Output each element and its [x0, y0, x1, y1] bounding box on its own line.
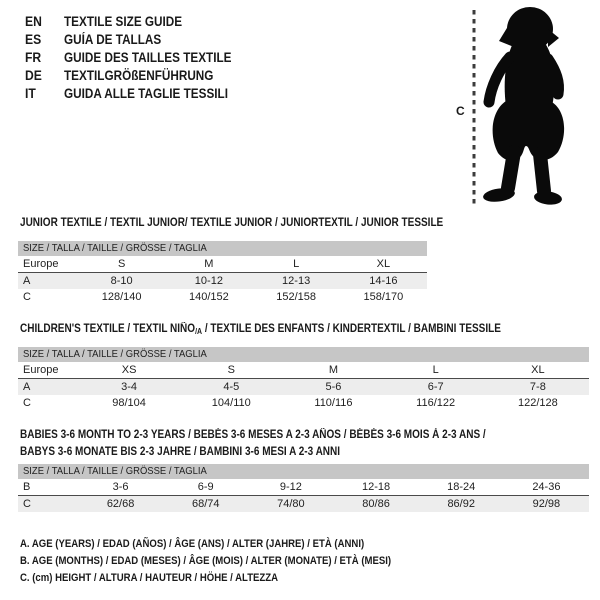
children-table-title-text [20, 321, 501, 340]
size-cell: XS [78, 362, 180, 379]
junior-table-title-text: JUNIOR TEXTILE / TEXTIL JUNIOR/ TEXTILE JUNIOR / JUNIORTEXTIL / JUNIOR TESSILE [20, 217, 444, 229]
baby-ear-right [548, 29, 559, 47]
size-header-text: SIZE / TALLA / TAILLE / GRÖSSE / TAGLIA [23, 242, 207, 254]
height-cell: 152/158 [276, 291, 316, 303]
title-part-subscript: /A [195, 327, 203, 336]
age-cell: 4-5 [180, 379, 282, 396]
row-label: A [18, 273, 78, 290]
language-row-fr [25, 49, 256, 67]
age-cell: 3-4 [78, 379, 180, 396]
table-row-europe [18, 256, 427, 273]
language-title: GUÍA DE TALLAS [63, 32, 161, 47]
age-cell: 10-12 [165, 273, 252, 290]
row-label: A [18, 379, 78, 396]
baby-shorts [493, 101, 565, 161]
language-row-es [25, 31, 256, 49]
months-cell: 18-24 [419, 479, 504, 496]
height-cell: 80/86 [333, 496, 418, 513]
legend-note-text: B. AGE (MONTHS) / EDAD (MESES) / ÂGE (MOIS) / ALTER (MONATE) / ETÀ (MESI) [20, 555, 392, 567]
table-row-months [18, 479, 589, 496]
language-code: FR [25, 50, 42, 65]
language-code: ES [25, 32, 42, 47]
legend-note-text: C. (cm) HEIGHT / ALTURA / HAUTEUR / HÖHE / ALTEZZA [20, 572, 279, 584]
language-code: EN [25, 14, 42, 29]
language-row-en [25, 13, 256, 31]
age-cell: 12-13 [253, 273, 340, 290]
size-header-bar [18, 464, 589, 479]
months-cell: 12-18 [333, 479, 418, 496]
children-size-grid [18, 362, 589, 411]
title-part: / TEXTILE DES ENFANTS / KINDERTEXTIL / BAMBINI TESSILE [202, 323, 501, 335]
children-table-title [20, 321, 573, 340]
table-row-age [18, 379, 589, 396]
baby-leg-left [508, 152, 514, 188]
months-cell: 24-36 [504, 479, 589, 496]
height-measure-dashed-line [470, 8, 478, 208]
junior-table-title [20, 215, 506, 232]
table-row-height [18, 289, 427, 305]
legend-notes [20, 536, 447, 587]
legend-note-a [20, 536, 447, 553]
age-cell: 6-7 [385, 379, 487, 396]
junior-size-table [18, 241, 427, 305]
language-title: GUIDE DES TAILLES TEXTILE [63, 50, 232, 65]
age-cell: 7-8 [487, 379, 589, 396]
row-label: Europe [18, 256, 78, 273]
height-cell: 74/80 [248, 496, 333, 513]
babies-table-title [20, 427, 555, 461]
babies-size-grid [18, 479, 589, 512]
size-cell: XL [487, 362, 589, 379]
row-label: B [18, 479, 78, 496]
legend-note-text: A. AGE (YEARS) / EDAD (AÑOS) / ÂGE (ANS) / ALTER (JAHRE) / ETÀ (ANNI) [20, 538, 365, 550]
junior-size-grid [18, 256, 427, 305]
language-row-it [25, 85, 256, 103]
height-cell: 128/140 [101, 291, 142, 303]
height-label: C [456, 104, 465, 118]
height-cell: 116/122 [416, 397, 456, 409]
language-row-de [25, 67, 256, 85]
table-row-europe [18, 362, 589, 379]
height-cell: 122/128 [517, 397, 558, 409]
height-cell: 110/116 [314, 397, 353, 409]
size-cell: L [253, 256, 340, 273]
age-cell: 8-10 [78, 273, 165, 290]
table-row-age [18, 273, 427, 290]
size-cell: S [78, 256, 165, 273]
height-cell: 68/74 [163, 496, 248, 513]
size-cell: XL [340, 256, 427, 273]
height-cell: 104/110 [211, 397, 251, 409]
legend-note-b [20, 553, 447, 570]
baby-silhouette-image [478, 5, 578, 209]
babies-table-title-line1: BABIES 3-6 MONTH TO 2-3 YEARS / BEBÉS 3-6 MESES A 2-3 AÑOS / BÉBÉS 3-6 MOIS À 2-3 ANS / [20, 429, 486, 441]
height-cell: 140/152 [188, 291, 229, 303]
size-cell: M [165, 256, 252, 273]
row-label: C [23, 291, 31, 303]
table-row-height [18, 496, 589, 513]
row-label: C [23, 397, 31, 409]
babies-size-table [18, 464, 589, 512]
language-title: TEXTILE SIZE GUIDE [63, 14, 182, 29]
age-cell: 5-6 [282, 379, 384, 396]
children-size-table [18, 347, 589, 411]
height-cell: 62/68 [78, 496, 163, 513]
language-title: GUIDA ALLE TAGLIE TESSILI [63, 86, 228, 101]
age-cell: 14-16 [340, 273, 427, 290]
title-part: CHILDREN'S TEXTILE / TEXTIL NIÑO [20, 323, 196, 335]
language-code: DE [25, 68, 42, 83]
height-cell: 98/104 [112, 397, 146, 409]
size-cell: S [180, 362, 282, 379]
size-header-bar [18, 241, 427, 256]
months-cell: 9-12 [248, 479, 333, 496]
table-row-height [18, 395, 589, 411]
height-cell: 158/170 [363, 291, 404, 303]
size-header-bar [18, 347, 589, 362]
legend-note-c [20, 570, 447, 587]
height-cell: 92/98 [504, 496, 589, 513]
months-cell: 3-6 [78, 479, 163, 496]
size-header-text: SIZE / TALLA / TAILLE / GRÖSSE / TAGLIA [23, 465, 207, 477]
months-cell: 6-9 [163, 479, 248, 496]
babies-table-title-line2: BABYS 3-6 MONATE BIS 2-3 JAHRE / BAMBINI 3-6 MESI A 2-3 ANNI [20, 446, 341, 458]
language-code: IT [25, 86, 36, 101]
size-header-text: SIZE / TALLA / TAILLE / GRÖSSE / TAGLIA [23, 348, 207, 360]
row-label: C [18, 496, 78, 513]
language-title: TEXTILGRÖßENFÜHRUNG [63, 68, 214, 83]
size-cell: M [282, 362, 384, 379]
baby-leg-right [540, 154, 544, 191]
language-title-list [25, 13, 256, 103]
size-cell: L [385, 362, 487, 379]
row-label: Europe [18, 362, 78, 379]
height-cell: 86/92 [419, 496, 504, 513]
